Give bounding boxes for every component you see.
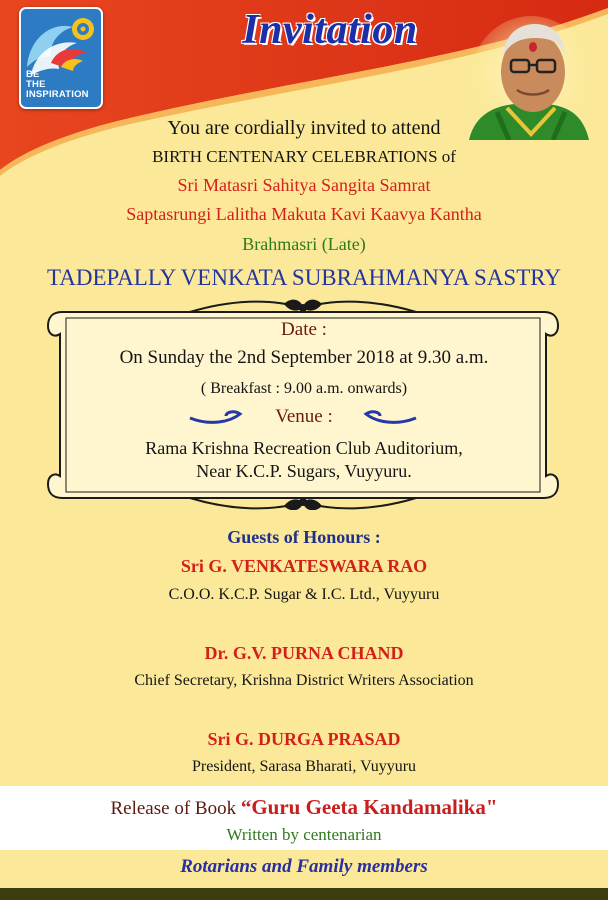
guest-name: Dr. G.V. PURNA CHAND [204, 643, 404, 663]
invitation-title: Invitation [242, 7, 418, 53]
guest-role: President, Sarasa Bharati, Vuyyuru [191, 758, 417, 775]
bottom-bar [0, 888, 608, 900]
rotary-logo [19, 7, 103, 109]
written-by: Written by centenarian [226, 825, 382, 844]
book-release-line [0, 795, 608, 820]
breakfast-time: ( Breakfast : 9.00 a.m. onwards) [200, 380, 408, 397]
guest-name: Sri G. DURGA PRASAD [207, 729, 401, 749]
book-title: “Guru Geeta Kandamalika" [240, 795, 498, 819]
venue-label: Venue : [275, 406, 333, 427]
prefix-line: Brahmasri (Late) [242, 234, 366, 254]
honorific-line-1: Sri Matasri Sahitya Sangita Samrat [177, 175, 431, 195]
venue-line-2: Near K.C.P. Sugars, Vuyyuru. [196, 461, 412, 481]
honoree-name: TADEPALLY VENKATA SUBRAHMANYA SASTRY [47, 265, 561, 290]
honorific-line-2: Saptasrungi Lalitha Makuta Kavi Kaavya Kantha [126, 204, 482, 224]
logo-text: BE THE INSPIRATION [26, 69, 89, 100]
guest-role: Chief Secretary, Krishna District Writers Association [134, 672, 474, 689]
invite-line: You are cordially invited to attend [167, 117, 441, 139]
guests-heading: Guests of Honours : [227, 527, 381, 547]
release-prefix: Release of Book [110, 798, 237, 819]
celebration-line: BIRTH CENTENARY CELEBRATIONS of [152, 147, 456, 166]
guest-role: C.O.O. K.C.P. Sugar & I.C. Ltd., Vuyyuru [168, 586, 440, 603]
hosts-footer: Rotarians and Family members [180, 856, 428, 877]
date-value: On Sunday the 2nd September 2018 at 9.30 a.m. [119, 347, 489, 368]
venue-line-1: Rama Krishna Recreation Club Auditorium, [145, 438, 463, 458]
date-label: Date : [281, 319, 327, 340]
guest-name: Sri G. VENKATESWARA RAO [180, 556, 428, 576]
